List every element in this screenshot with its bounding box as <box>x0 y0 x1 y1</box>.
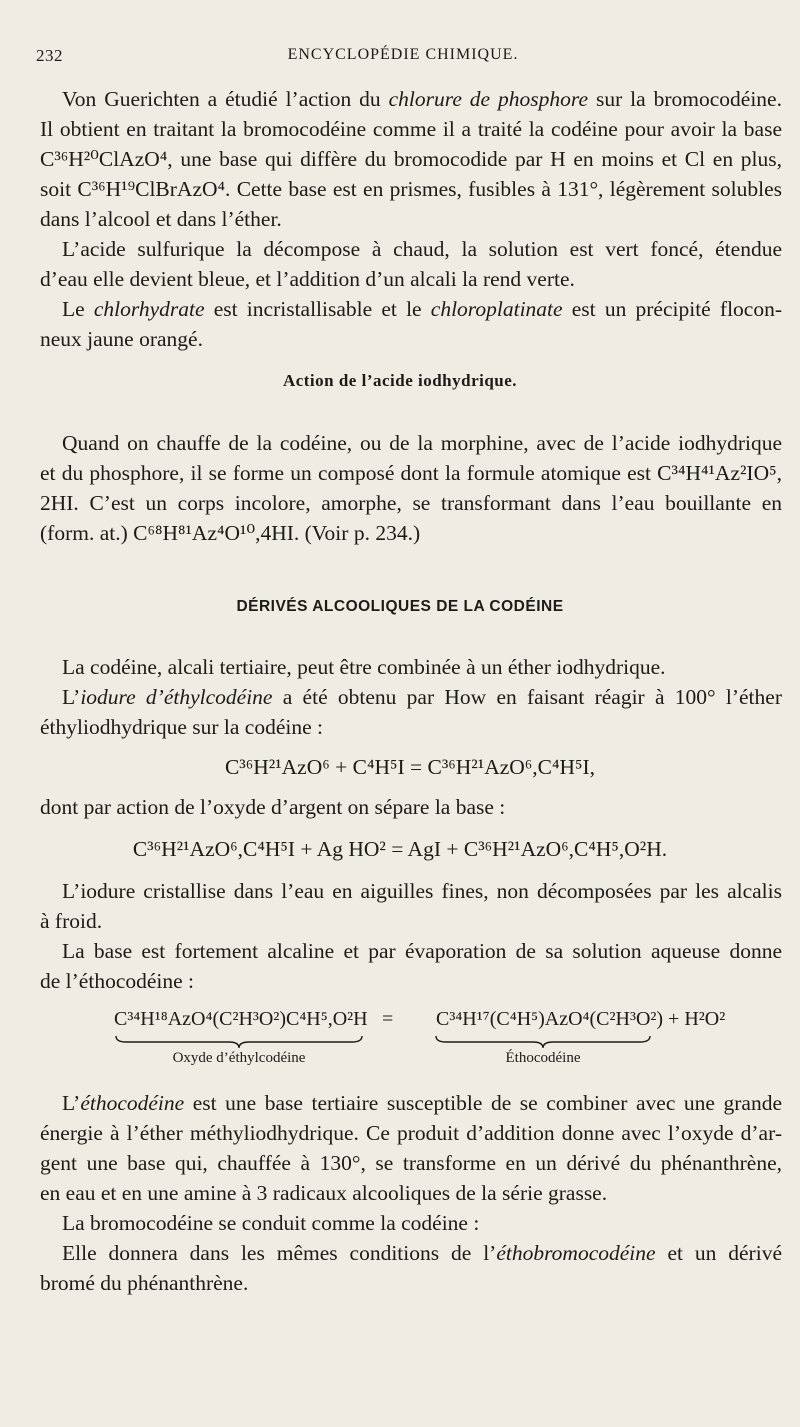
text-line: et du phosphore, il se forme un composé dont la formule atomique est C³⁴H⁴¹Az²IO⁵, <box>40 461 782 485</box>
text-line: dans l’alcool et dans l’éther. <box>40 207 282 231</box>
equation-right: C³⁴H¹⁷(C⁴H⁵)AzO⁴(C²H³O²) + H²O² <box>436 1008 726 1030</box>
text-line: Quand on chauffe de la codéine, ou de la morphine, avec de l’acide iodhydrique <box>62 431 782 455</box>
text-line: énergie à l’éther méthyliodhydrique. Ce produit d’addition donne avec l’oxyde d’ar- <box>40 1121 782 1145</box>
text-line: Il obtient en traitant la bromocodéine comme il a traité la codéine pour avoir la base <box>40 117 782 141</box>
running-title: ENCYCLOPÉDIE CHIMIQUE. <box>287 46 519 63</box>
text-line: 2HI. C’est un corps incolore, amorphe, se transformant dans l’eau bouillante en <box>40 491 782 515</box>
text-line: soit C³⁶H¹⁹ClBrAzO⁴. Cette base est en prismes, fusibles à 131°, légèrement solubles <box>40 177 782 201</box>
label-oxyde: Oxyde d’éthylcodéine <box>172 1050 306 1066</box>
text-line: L’acide sulfurique la décompose à chaud, la solution est vert foncé, étendue <box>62 237 782 261</box>
text-line: dont par action de l’oxyde d’argent on sépare la base : <box>40 795 506 819</box>
text-line: Le chlorhydrate est incristallisable et le chloroplatinate est un précipité flocon- <box>62 297 782 321</box>
equation-left: C³⁴H¹⁸AzO⁴(C²H³O²)C⁴H⁵,O²H <box>114 1008 368 1030</box>
text-line: C³⁶H²⁰ClAzO⁴, une base qui diffère du bromocodide par H en moins et Cl en plus, <box>40 147 782 171</box>
underbrace-left <box>114 1034 364 1050</box>
equation: C³⁶H²¹AzO⁶,C⁴H⁵I + Ag HO² = AgI + C³⁶H²¹AzO⁶,C⁴H⁵,O²H. <box>132 837 668 861</box>
label-ethocodeine: Éthocodéine <box>505 1050 581 1066</box>
text-line: bromé du phénanthrène. <box>40 1271 249 1295</box>
text-line: gent une base qui, chauffée à 130°, se transforme en un dérivé du phénanthrène, <box>40 1151 782 1175</box>
section-heading: DÉRIVÉS ALCOOLIQUES DE LA CODÉINE <box>236 598 564 615</box>
text-line: d’eau elle devient bleue, et l’addition d’un alcali la rend verte. <box>40 267 575 291</box>
equation: C³⁶H²¹AzO⁶ + C⁴H⁵I = C³⁶H²¹AzO⁶,C⁴H⁵I, <box>224 755 596 779</box>
text-line: Elle donnera dans les mêmes conditions de l’éthobromocodéine et un dérivé <box>62 1241 782 1265</box>
text-line: (form. at.) C⁶⁸H⁸¹Az⁴O¹⁰,4HI. (Voir p. 234.) <box>40 521 421 545</box>
underbrace-right <box>434 1034 652 1050</box>
text-line: en eau et en une amine à 3 radicaux alcooliques de la série grasse. <box>40 1181 608 1205</box>
text-line: La codéine, alcali tertiaire, peut être combinée à un éther iodhydrique. <box>62 655 666 679</box>
text-line: L’éthocodéine est une base tertiaire susceptible de se combiner avec une grande <box>62 1091 782 1115</box>
text-line: à froid. <box>40 909 103 933</box>
text-line: L’iodure d’éthylcodéine a été obtenu par How en faisant réagir à 100° l’éther <box>62 685 782 709</box>
page-number: 232 <box>36 46 63 65</box>
text-line: L’iodure cristallise dans l’eau en aiguilles fines, non décomposées par les alcalis <box>62 879 782 903</box>
page-header <box>36 46 770 72</box>
text-line: neux jaune orangé. <box>40 327 203 351</box>
section-heading: Action de l’acide iodhydrique. <box>282 371 518 390</box>
text-line: éthyliodhydrique sur la codéine : <box>40 715 324 739</box>
equation-equals: = <box>382 1008 394 1030</box>
text-line: Von Guerichten a étudié l’action du chlorure de phosphore sur la bromocodéine. <box>62 87 782 111</box>
text-line: de l’éthocodéine : <box>40 969 195 993</box>
text-line: La bromocodéine se conduit comme la codéine : <box>62 1211 480 1235</box>
text-line: La base est fortement alcaline et par évaporation de sa solution aqueuse donne <box>62 939 782 963</box>
